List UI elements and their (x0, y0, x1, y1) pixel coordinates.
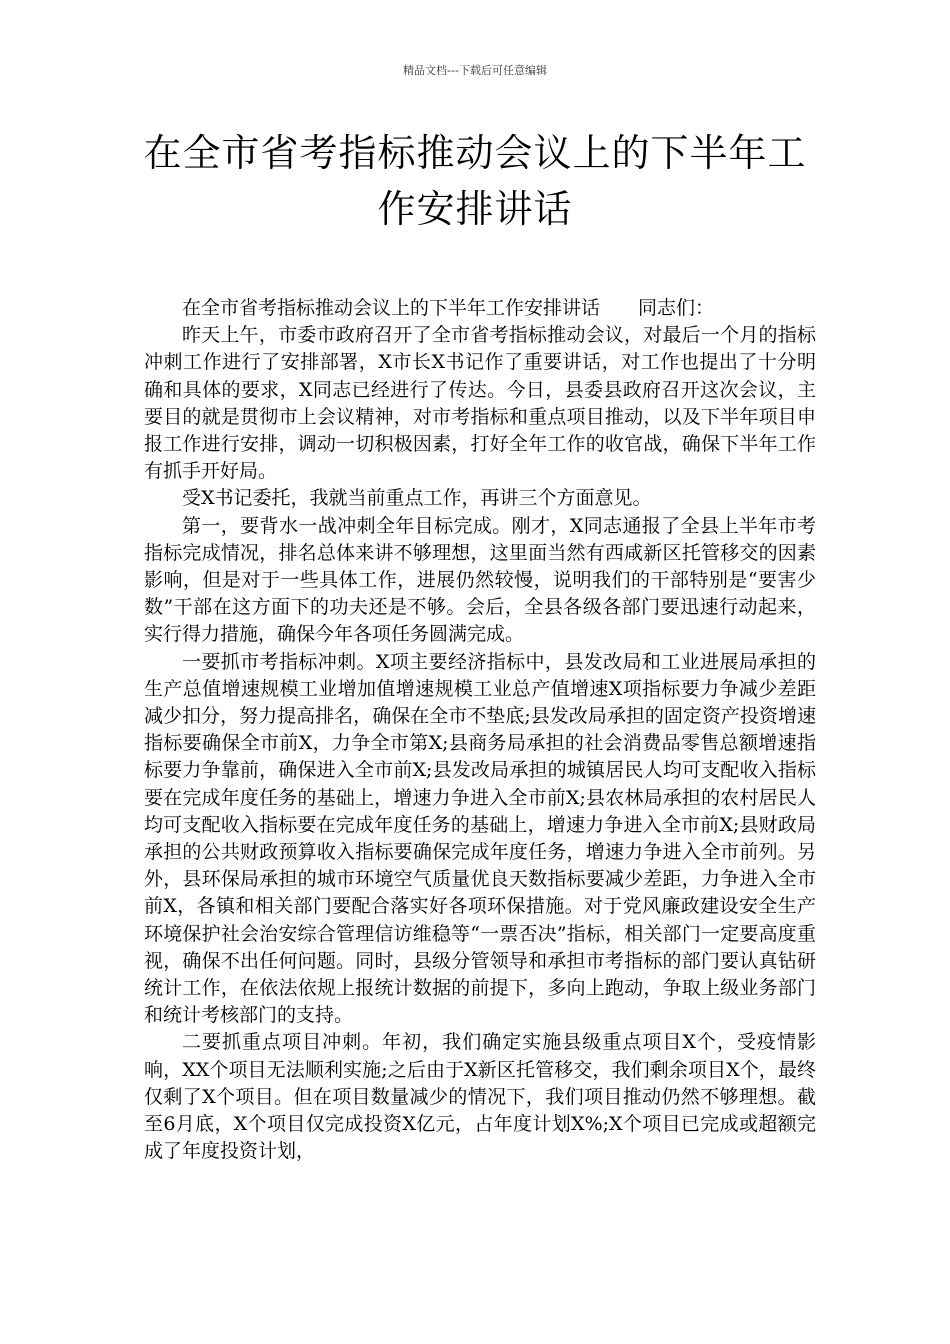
document-body (144, 295, 816, 1166)
paragraph: 第一，要背水一战冲刺全年目标完成。刚才，X同志通报了全县上半年市考指标完成情况，排名总体来讲不够理想，这里面当然有西咸新区托管移交的因素影响，但是对于一些具体工作，进展仍然较慢，说明我们的干部特别是“要害少数”干部在这方面下的功夫还是不够。会后，全县各级各部门要迅速行动起来，实行得力措施，确保今年各项任务圆满完成。 (144, 514, 816, 646)
paragraph: 受X书记委托，我就当前重点工作，再讲三个方面意见。 (182, 487, 652, 510)
paragraph: 一要抓市考指标冲刺。X项主要经济指标中，县发改局和工业进展局承担的生产总值增速规模工业增加值增速规模工业总产值增速X项指标要力争减少差距减少扣分，努力提高排名，确保在全市不垫底;县发改局承担的固定资产投资增速指标要确保全市前X，力争全市第X;县商务局承担的社会消费品零售总额增速指标要力争靠前，确保进入全市前X;县发改局承担的城镇居民人均可支配收入指标要在完成年度任务的基础上，增速力争进入全市前X;县农林局承担的农村居民人均可支配收入指标要在完成年度任务的基础上，增速力争进入全市前X;县财政局承担的公共财政预算收入指标要确保完成年度任务，增速力争进入全市前列。另外，县环保局承担的城市环境空气质量优良天数指标要减少差距，力争进入全市前X，各镇和相关部门要配合落实好各项环保措施。对于党风廉政建设安全生产环境保护社会治安综合管理信访维稳等“一票否决”指标，相关部门一定要高度重视，确保不出任何问题。同时，县级分管领导和承担市考指标的部门要认真钻研统计工作，在依法依规上报统计数据的前提下，多向上跑动，争取上级业务部门和统计考核部门的支持。 (144, 650, 816, 1027)
paragraph-intro: 在全市省考指标推动会议上的下半年工作安排讲话 同志们： (182, 297, 715, 319)
page-header: 精品文档---下载后可任意编辑 (403, 64, 547, 77)
paragraph: 二要抓重点项目冲刺。年初，我们确定实施县级重点项目X个，受疫情影响，XX个项目无法顺利实施;之后由于X新区托管移交，我们剩余项目X个，最终仅剩了X个项目。但在项目数量减少的情况下，我们项目推动仍然不够理想。截至6月底，X个项目仅完成投资X亿元，占年度计划X%;X个项目已完成或超额完成了年度投资计划， (144, 1031, 816, 1163)
document-title (140, 125, 810, 237)
paragraph: 昨天上午，市委市政府召开了全市省考指标推动会议，对最后一个月的指标冲刺工作进行了安排部署，X市长X书记作了重要讲话，对工作也提出了十分明确和具体的要求，X同志已经进行了传达。今日，县委县政府召开这次会议，主要目的就是贯彻市上会议精神，对市考指标和重点项目推动，以及下半年项目申报工作进行安排，调动一切积极因素，打好全年工作的收官战，确保下半年工作有抓手开好局。 (144, 324, 816, 483)
title-line-2: 作安排讲话 (377, 187, 573, 231)
title-line-1: 在全市省考指标推动会议上的下半年工 (143, 131, 807, 175)
